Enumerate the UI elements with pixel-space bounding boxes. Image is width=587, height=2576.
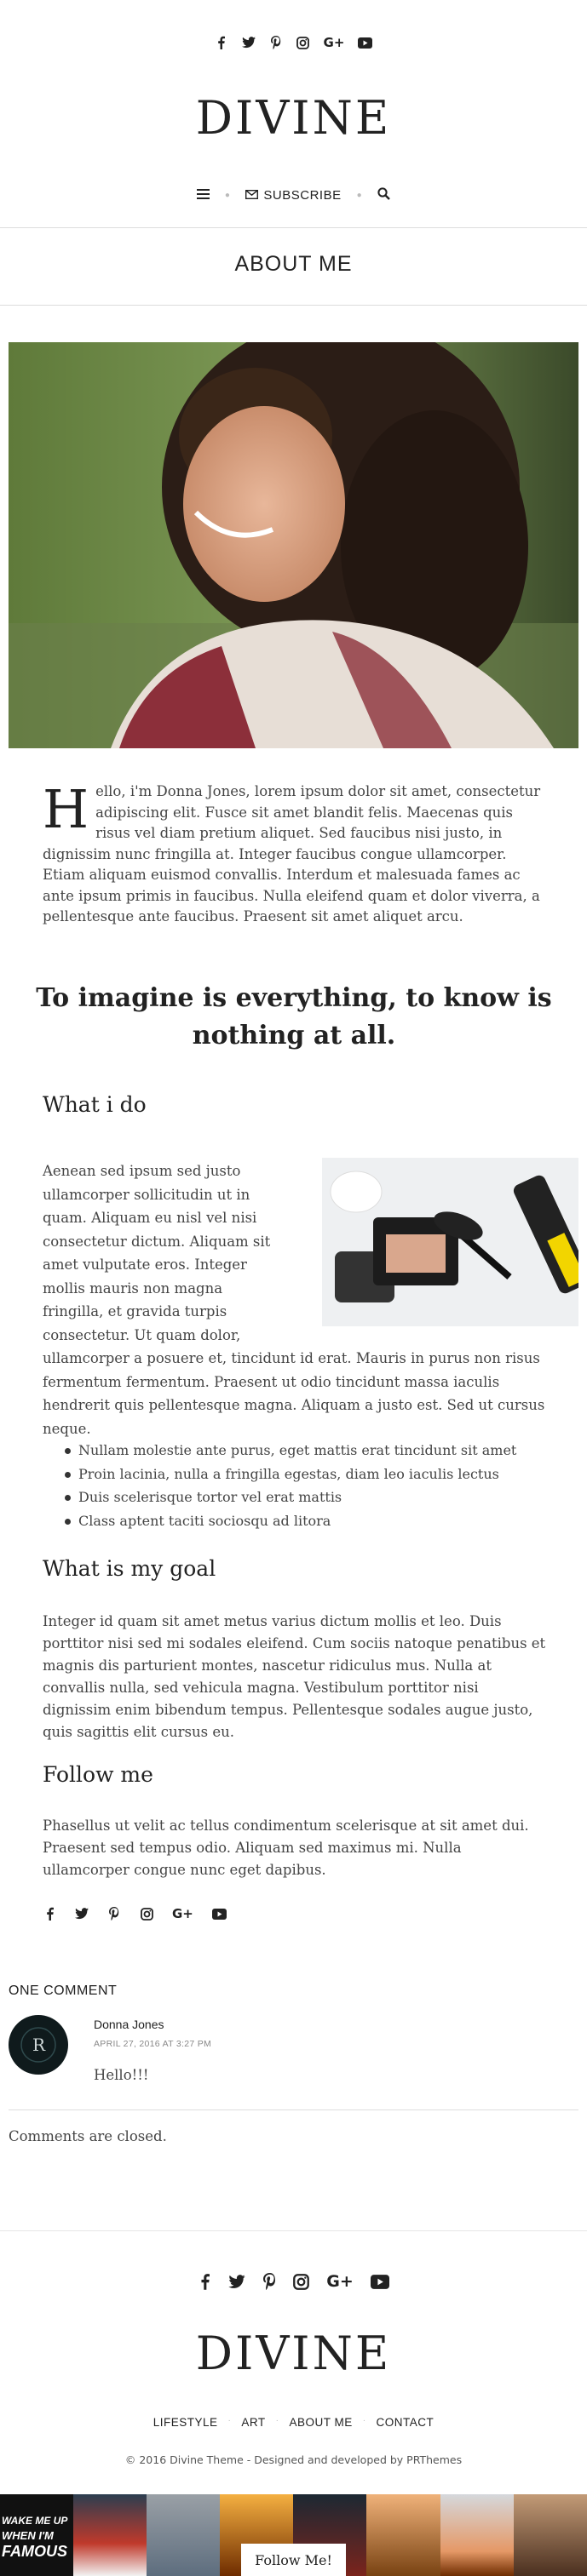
- instagram-photo[interactable]: [0, 2494, 73, 2576]
- instagram-photo[interactable]: [514, 2494, 587, 2576]
- footer-social-links: [0, 2273, 587, 2290]
- what-i-do-list: [61, 1439, 564, 1532]
- search-icon[interactable]: [377, 187, 390, 203]
- comment-date[interactable]: APRIL 27, 2016 AT 3:27 PM: [94, 2039, 212, 2049]
- footer-nav-lifestyle[interactable]: LIFESTYLE: [153, 2416, 218, 2429]
- instagram-icon[interactable]: [296, 34, 310, 51]
- subscribe-button[interactable]: [245, 188, 341, 203]
- youtube-icon[interactable]: [371, 2273, 389, 2290]
- youtube-icon[interactable]: [212, 1905, 227, 1922]
- footer-nav: [0, 2416, 587, 2429]
- youtube-icon[interactable]: [358, 34, 372, 51]
- what-i-do-heading: What i do: [43, 1092, 147, 1117]
- instagram-photo[interactable]: [147, 2494, 220, 2576]
- comment-divider: [9, 2109, 578, 2110]
- facebook-icon[interactable]: [43, 1905, 56, 1922]
- footer-divider: [0, 2230, 587, 2231]
- footer-nav-art[interactable]: ART: [241, 2416, 266, 2429]
- instagram-caption-line: WAKE ME UP: [2, 2515, 68, 2527]
- drop-cap: H: [43, 778, 89, 840]
- twitter-icon[interactable]: [242, 34, 256, 51]
- twitter-icon[interactable]: [75, 1905, 89, 1922]
- copyright-text: © 2016 Divine Theme - Designed and developed by: [124, 2453, 407, 2466]
- list-item: Class aptent taciti sociosqu ad litora: [61, 1509, 564, 1533]
- menu-icon[interactable]: [197, 188, 210, 203]
- instagram-icon[interactable]: [293, 2273, 309, 2290]
- theme-author-link[interactable]: PRThemes: [406, 2453, 463, 2466]
- pinterest-icon[interactable]: [269, 34, 283, 51]
- nav-separator: ·: [362, 2416, 366, 2425]
- pinterest-icon[interactable]: [262, 2273, 276, 2290]
- header-social-links: [0, 34, 587, 51]
- list-item: Nullam molestie ante purus, eget mattis erat tincidunt sit amet: [61, 1439, 564, 1463]
- page-title: ABOUT ME: [234, 252, 353, 276]
- google-plus-icon[interactable]: G+: [326, 2272, 354, 2291]
- svg-text:R: R: [32, 2035, 46, 2055]
- footer-nav-contact[interactable]: CONTACT: [376, 2416, 434, 2429]
- google-plus-icon[interactable]: G+: [323, 35, 345, 50]
- what-i-do-text-block: [43, 1159, 547, 1440]
- google-plus-icon[interactable]: G+: [172, 1906, 193, 1921]
- follow-me-button[interactable]: Follow Me!: [241, 2544, 346, 2576]
- facebook-icon[interactable]: [198, 2273, 211, 2290]
- follow-text: Phasellus ut velit ac tellus condimentum scelerisque at sit amet dui. Praesent sed tempus odio. Aliquam sed maximus mi. Nulla ullamcorper congue nunc eget dapibus.: [43, 1818, 529, 1878]
- instagram-caption-line: FAMOUS: [2, 2543, 68, 2560]
- pinterest-icon[interactable]: [107, 1905, 121, 1922]
- comments-closed-text: Comments are closed.: [9, 2128, 167, 2144]
- instagram-icon[interactable]: [140, 1905, 153, 1922]
- hero-image: [9, 342, 578, 748]
- nav-separator: ●: [356, 191, 363, 200]
- copyright: [0, 2453, 587, 2466]
- what-i-do-text: Aenean sed ipsum sed justo ullamcorper sollicitudin ut in quam. Aliquam eu nisl vel nisi consectetur dictum. Aliquam sit amet vulputate eros. Integer mollis mauris non magna fringilla, et gravida turpis consectetur. Ut quam dolor, ullamcorper a posuere et, tincidunt id erat. Mauris in purus non risus fermentum fermentum. Praesent ut odio tincidunt massa iaculis hendrerit quis pellentesque magna. Aliquam a justo est. Sed ut cursus neque.: [43, 1163, 545, 1437]
- comment-author[interactable]: Donna Jones: [94, 2018, 164, 2031]
- instagram-photo[interactable]: [73, 2494, 147, 2576]
- list-item: Proin lacinia, nulla a fringilla egestas, diam leo iaculis lectus: [61, 1463, 564, 1486]
- pull-quote: To imagine is everything, to know is nothing at all.: [36, 983, 552, 1050]
- facebook-icon[interactable]: [215, 34, 228, 51]
- instagram-photo[interactable]: [440, 2494, 514, 2576]
- site-logo[interactable]: DIVINE: [195, 91, 392, 145]
- subscribe-label: SUBSCRIBE: [263, 188, 342, 203]
- footer-logo[interactable]: DIVINE: [195, 2327, 392, 2380]
- twitter-icon[interactable]: [228, 2273, 245, 2290]
- envelope-icon: [245, 188, 258, 203]
- comment-text: Hello!!!: [94, 2067, 149, 2083]
- intro-paragraph: [43, 778, 545, 928]
- main-nav: [0, 187, 587, 203]
- intro-text: ello, i'm Donna Jones, lorem ipsum dolor sit amet, consectetur adipiscing elit. Fusce sit amet blandit felis. Maecenas quis risus vel diam pretium aliquet. Sed faucibus nisi justo, in dignissim nunc fringilla at. Integer faucibus congue ullamcorper. Etiam aliquam euismod convallis. Interdum et malesuada fames ac ante ipsum primis in faucibus. Nulla eleifend quam et dolor viverra, a pellentesque ante faucibus. Praesent sit amet aliquet arcu.: [43, 783, 541, 924]
- instagram-caption-line: WHEN I'M: [2, 2529, 54, 2542]
- follow-heading: Follow me: [43, 1762, 153, 1787]
- avatar: [9, 2015, 68, 2075]
- list-item: Duis scelerisque tortor vel erat mattis: [61, 1485, 564, 1509]
- comments-title: ONE COMMENT: [9, 1984, 118, 1998]
- instagram-photo[interactable]: [366, 2494, 440, 2576]
- image-float-spacer: [276, 1159, 547, 1331]
- nav-separator: ·: [275, 2416, 279, 2425]
- goal-text: Integer id quam sit amet metus varius dictum mollis et leo. Duis porttitor nisi sed mi sodales eleifend. Cum sociis natoque penatibus et magnis dis parturient montes, nascetur ridiculus mus. Nulla at convallis nulla, sed vehicula magna. Vestibulum porttitor nisi dignissim enim bibendum tempus. Pellentesque sodales augue justo, quis sagittis elit cursus eu.: [43, 1613, 546, 1740]
- post-social-links: [43, 1905, 227, 1922]
- title-divider: [0, 305, 587, 306]
- footer-nav-about-me[interactable]: ABOUT ME: [289, 2416, 353, 2429]
- goal-heading: What is my goal: [43, 1556, 216, 1581]
- header-divider: [0, 227, 587, 228]
- nav-separator: ·: [227, 2416, 232, 2425]
- nav-separator: ●: [224, 191, 231, 200]
